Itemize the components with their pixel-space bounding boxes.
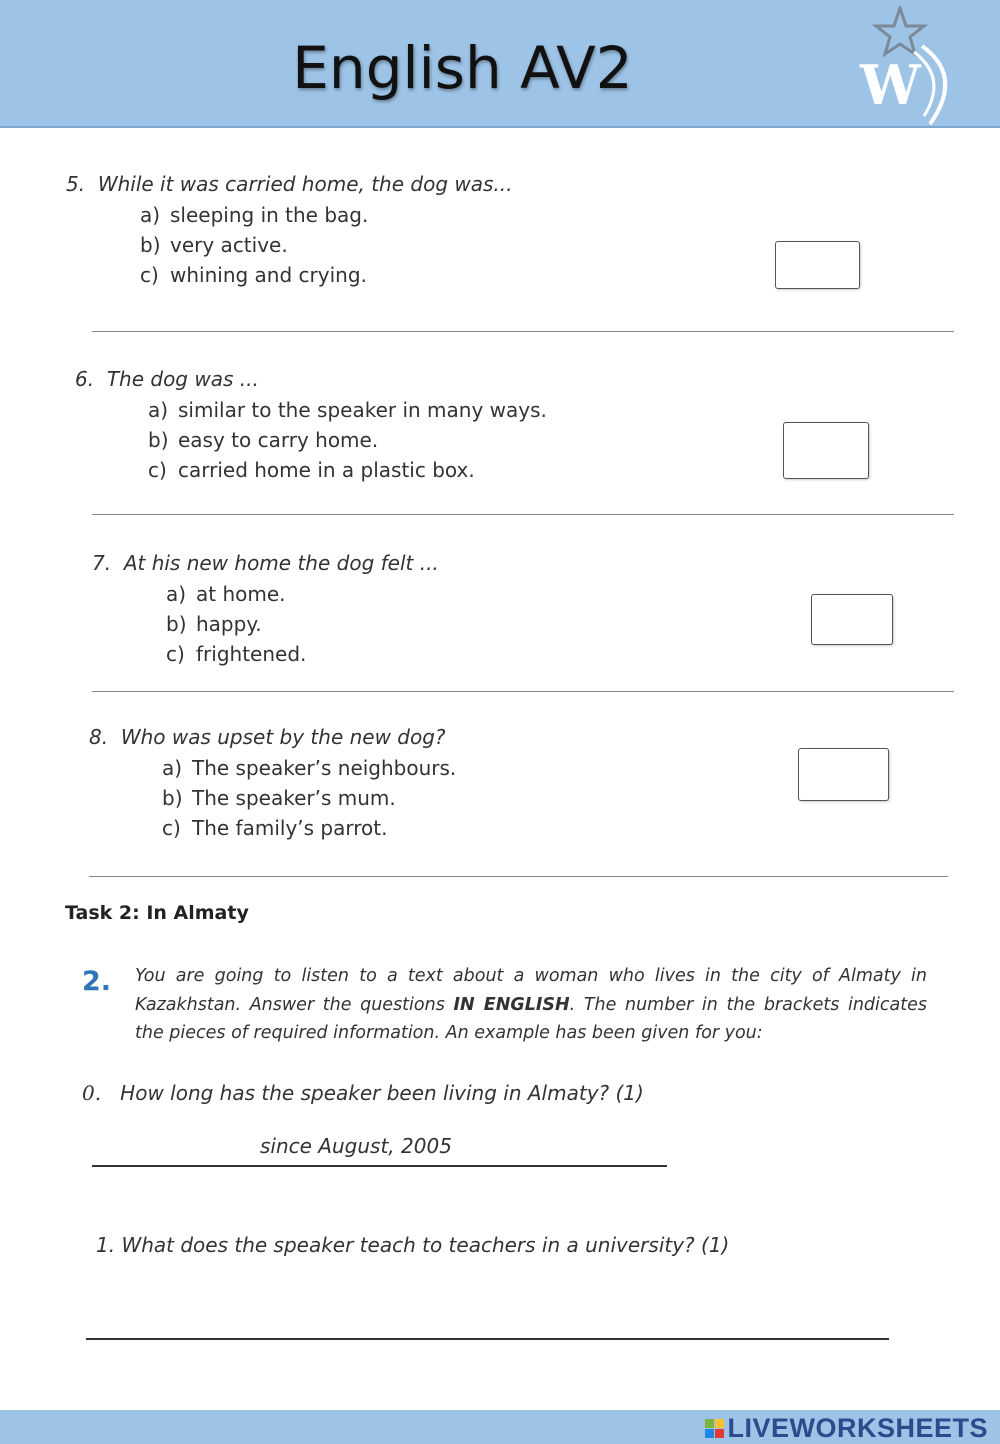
answer-box-q5[interactable] (775, 241, 860, 289)
answer-box-q8[interactable] (798, 748, 889, 801)
liveworksheets-logo-icon (705, 1419, 724, 1438)
question-7-text: 7. At his new home the dog felt ... (92, 551, 439, 575)
task-2-question-1: 1. What does the speaker teach to teachers in a university? (1) (96, 1233, 730, 1257)
page-footer (0, 1410, 1000, 1444)
page-title: English AV2 (292, 34, 633, 102)
divider (89, 876, 948, 877)
option-a: a) similar to the speaker in many ways. (148, 398, 547, 422)
option-c: c) frightened. (166, 642, 307, 666)
task-2-title: Task 2: In Almaty (65, 902, 249, 924)
answer-input-q1[interactable] (86, 1300, 889, 1336)
question-6-options (148, 395, 547, 485)
option-a: a) sleeping in the bag. (140, 203, 369, 227)
option-c: c) whining and crying. (140, 263, 367, 287)
option-b: b) very active. (140, 233, 288, 257)
question-5-options (140, 200, 368, 290)
option-b: b) happy. (166, 612, 262, 636)
divider (92, 691, 954, 692)
answer-box-q7[interactable] (811, 594, 893, 645)
liveworksheets-brand[interactable]: LIVEWORKSHEETS (705, 1413, 988, 1444)
option-c: c) carried home in a plastic box. (148, 458, 475, 482)
option-b: b) easy to carry home. (148, 428, 379, 452)
question-8-options (162, 753, 456, 843)
option-c: c) The family’s parrot. (162, 816, 388, 840)
divider (92, 331, 954, 332)
option-a: a) at home. (166, 582, 286, 606)
svg-text:W: W (860, 53, 921, 117)
option-b: b) The speaker’s mum. (162, 786, 396, 810)
answer-line-q1 (86, 1338, 889, 1340)
question-7-options (166, 579, 306, 669)
divider (92, 514, 954, 515)
example-question: 0. How long has the speaker been living in Almaty? (1) (82, 1081, 644, 1105)
example-answer: since August, 2005 (260, 1134, 452, 1158)
task-2-number: 2. (82, 966, 112, 997)
example-answer-line (92, 1165, 667, 1167)
question-8-text: 8. Who was upset by the new dog? (89, 725, 446, 749)
question-5-text: 5. While it was carried home, the dog was... (66, 172, 513, 196)
wordwall-logo-icon (852, 6, 962, 128)
task-2-instructions: You are going to listen to a text about a woman who lives in the city of Almaty in Kazakhstan. Answer the questions IN ENGLISH. The number in the brackets indicates the pieces of required information. An example has been given for you: (135, 966, 927, 1043)
question-6-text: 6. The dog was ... (75, 367, 259, 391)
option-a: a) The speaker’s neighbours. (162, 756, 457, 780)
answer-box-q6[interactable] (783, 422, 869, 479)
